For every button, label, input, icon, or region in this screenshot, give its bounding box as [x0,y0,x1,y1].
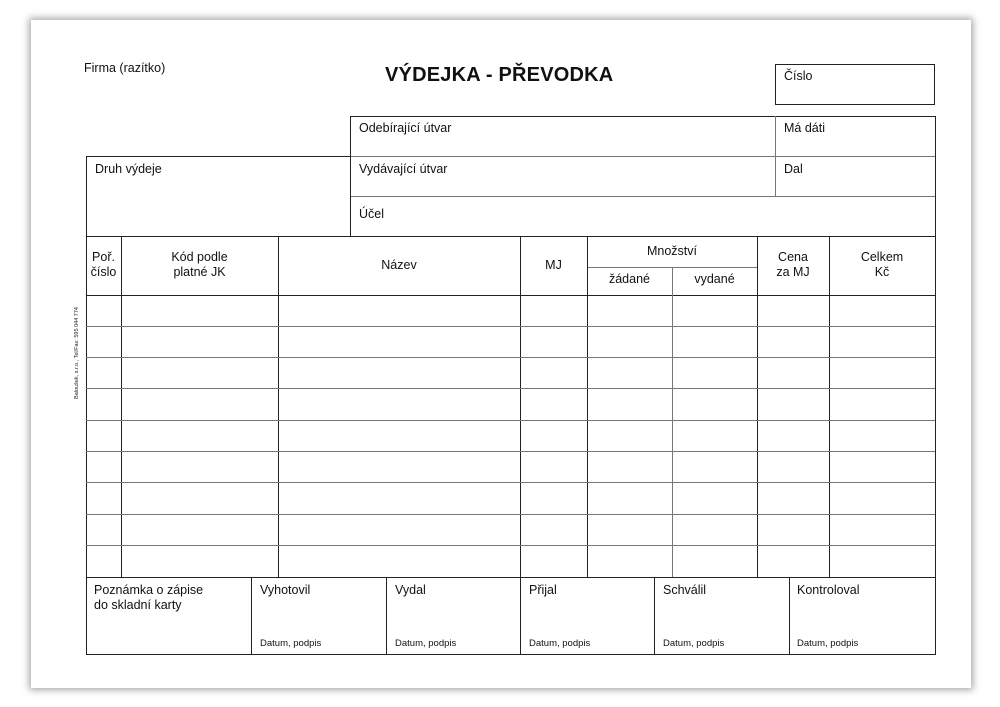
col-line-4 [587,236,588,577]
col-price-label: Cena za MJ [776,250,810,279]
table-row [86,357,935,358]
date-signature-label: Datum, podpis [529,638,591,649]
date-signature-label: Datum, podpis [260,638,322,649]
form-left-border [86,156,87,654]
footer-divider-4 [654,577,655,654]
issue-type-label: Druh výdeje [95,162,162,176]
col-unit-label: MJ [545,258,562,272]
date-signature-label: Datum, podpis [663,638,725,649]
footer-divider-2 [386,577,387,654]
col-total-label: Celkem Kč [860,250,904,279]
col-code-label: Kód podle platné JK [171,250,228,279]
info-top-line [350,116,935,117]
table-header-bottom-line [86,295,935,296]
table-row [86,545,935,546]
table-row [86,451,935,452]
table-row [86,388,935,389]
col-line-3 [520,236,521,577]
col-line-7 [829,236,830,577]
info-row-line-1 [350,156,935,157]
date-signature-label: Datum, podpis [395,638,457,649]
approved-by-label: Schválil [663,583,707,597]
prepared-by-label: Vyhotovil [260,583,311,597]
date-signature-label: Datum, podpis [797,638,859,649]
issued-by-label: Vydal [395,583,426,597]
checked-by-label: Kontroloval [797,583,860,597]
col-quantity-label: Množství [646,244,697,258]
info-left-divider [350,116,351,236]
col-requested-label: žádané [608,272,650,286]
form-bottom-line [86,654,936,655]
table-row [86,326,935,327]
footer-divider-3 [520,577,521,654]
firm-stamp-label: Firma (razítko) [84,61,166,75]
form-right-border [935,116,936,654]
col-line-2 [278,236,279,577]
receiving-unit-label: Odebírající útvar [359,121,452,135]
col-line-6 [757,236,758,577]
gave-label: Dal [784,162,803,176]
table-row [86,482,935,483]
col-order-label: Poř. číslo [90,250,117,279]
table-row [86,514,935,515]
received-by-label: Přijal [529,583,557,597]
table-bottom-line [86,577,935,578]
should-give-label: Má dáti [784,121,825,135]
printer-side-text: Baloušek, s.r.o., Tel/Fax: 595 044 774 [74,307,80,399]
issue-type-top-line [86,156,350,157]
col-issued-label: vydané [694,272,735,286]
col-line-5 [672,267,673,577]
col-name-label: Název [381,258,417,272]
footer-divider-1 [251,577,252,654]
footer-divider-5 [789,577,790,654]
info-row-line-2 [350,196,935,197]
number-label: Číslo [784,69,813,83]
table-top-line [86,236,935,237]
page-title: VÝDEJKA - PŘEVODKA [385,64,614,86]
purpose-label: Účel [359,207,385,221]
col-line-1 [121,236,122,577]
issuing-unit-label: Vydávající útvar [359,162,448,176]
table-row [86,420,935,421]
info-right-divider [775,116,776,196]
stock-card-note-label: Poznámka o zápise do skladní karty [94,583,204,612]
